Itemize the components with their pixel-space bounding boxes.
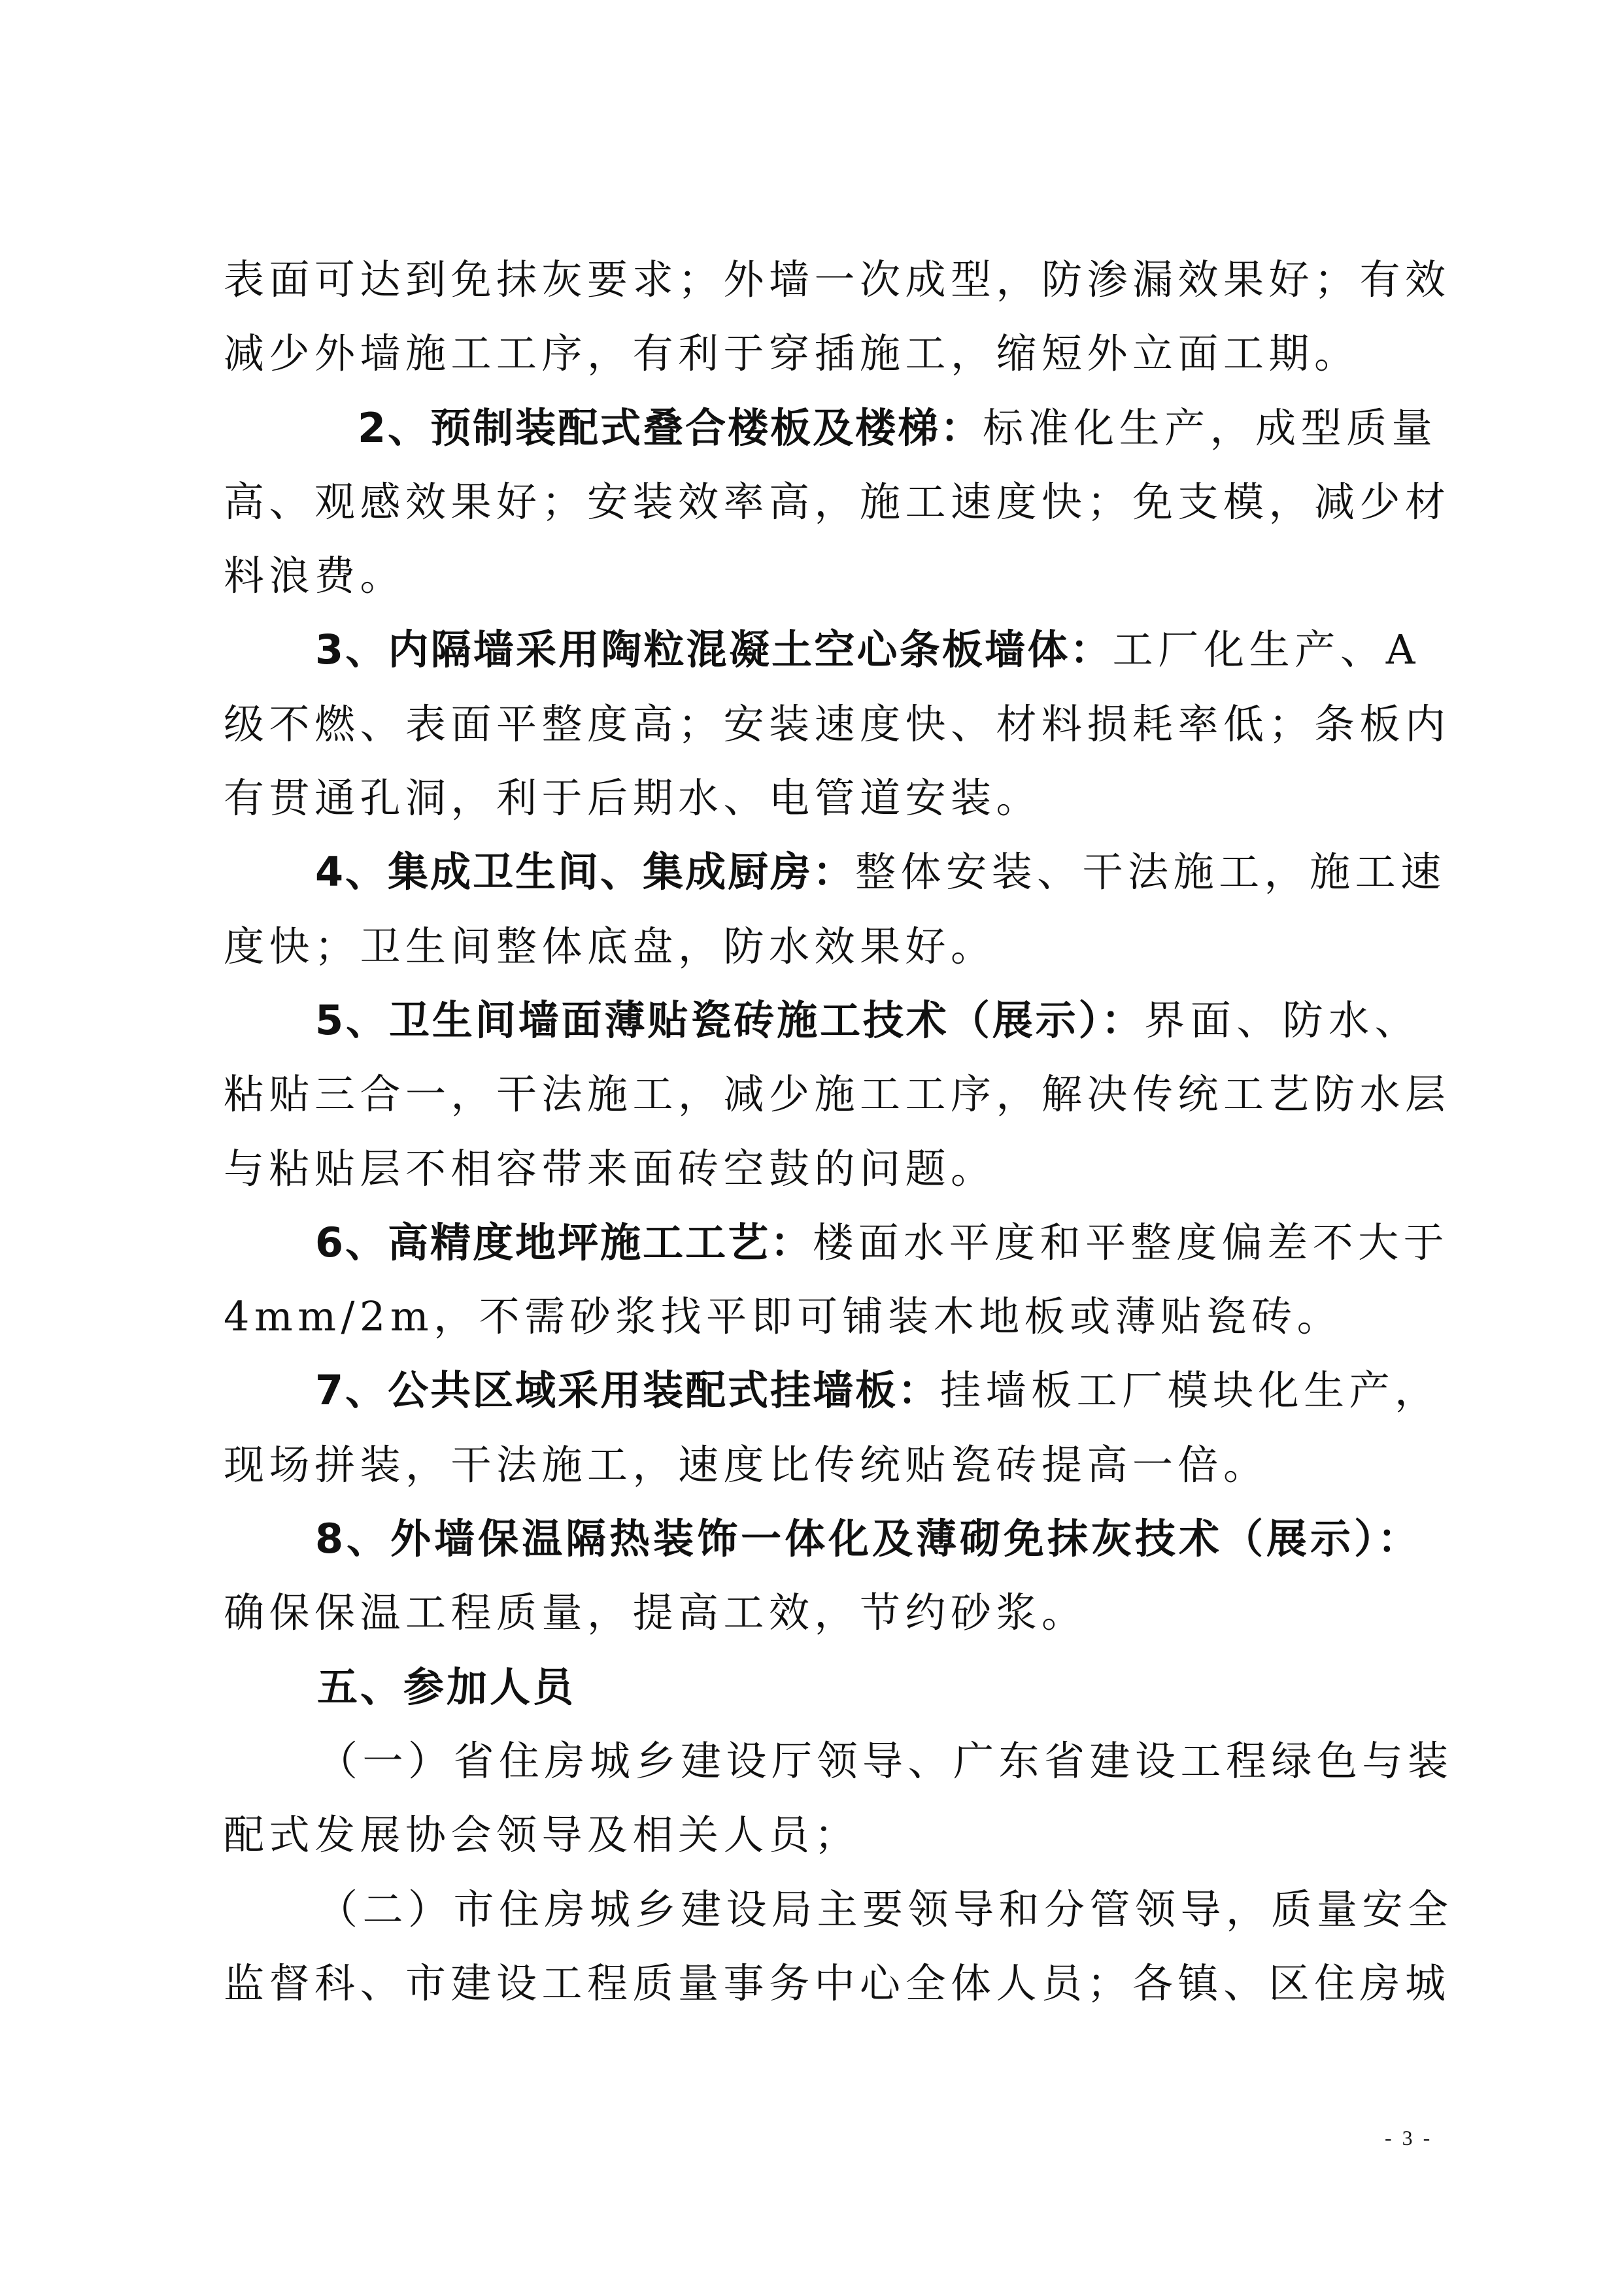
list-item-6 xyxy=(224,1210,1449,1359)
text-line: 料浪费。 xyxy=(224,552,406,600)
list-item-8 xyxy=(224,1506,1420,1655)
list-item-5 xyxy=(224,988,1451,1210)
item-text: 界面、防水、 xyxy=(1144,996,1420,1044)
text-line: 表面可达到免抹灰要求；外墙一次成型，防渗漏效果好；有效 xyxy=(224,256,1451,303)
item-text: 挂墙板工厂模块化生产， xyxy=(940,1366,1440,1415)
item-title: 7、公共区域采用装配式挂墙板： xyxy=(315,1366,941,1415)
text-line: 度快；卫生间整体底盘，防水效果好。 xyxy=(224,922,996,970)
section-participants xyxy=(224,1655,1453,2025)
paragraph-continuation xyxy=(224,247,1451,396)
page-body xyxy=(224,247,1453,2025)
text-line: 级不燃、表面平整度高；安装速度快、材料损耗率低；条板内 xyxy=(224,700,1451,748)
item-text: 标准化生产，成型质量 xyxy=(983,403,1438,452)
item-text: 整体安装、干法施工，施工速 xyxy=(855,848,1446,896)
page-number: - 3 - xyxy=(1385,2126,1433,2150)
list-item-7 xyxy=(224,1358,1440,1506)
item-first-line xyxy=(224,1210,1449,1284)
item-title: 4、集成卫生间、集成厨房： xyxy=(315,848,856,896)
text-line: 4mm/2m，不需砂浆找平即可铺装木地板或薄贴瓷砖。 xyxy=(224,1292,1343,1341)
participant-item-first-line: （一）省住房城乡建设厅领导、广东省建设工程绿色与装 xyxy=(317,1736,1453,1785)
item-first-line xyxy=(224,1358,1440,1432)
list-item-4 xyxy=(224,839,1446,988)
text-line: 有贯通孔洞，利于后期水、电管道安装。 xyxy=(224,774,1042,822)
list-item-3 xyxy=(224,617,1451,839)
text-line: 与粘贴层不相容带来面砖空鼓的问题。 xyxy=(224,1144,996,1192)
item-title: 8、外墙保温隔热装饰一体化及薄砌免抹灰技术（展示）： xyxy=(315,1515,1420,1563)
item-first-line xyxy=(224,617,1420,691)
text-line: 现场拼装，干法施工，速度比传统贴瓷砖提高一倍。 xyxy=(224,1440,1269,1489)
text-line: 粘贴三合一，干法施工，减少施工工序，解决传统工艺防水层 xyxy=(224,1070,1451,1119)
item-title: 2、预制装配式叠合楼板及楼梯： xyxy=(358,403,983,452)
text-line: 监督科、市建设工程质量事务中心全体人员；各镇、区住房城 xyxy=(224,1959,1451,2007)
item-first-line xyxy=(224,1506,1420,1580)
text-line: 减少外墙施工工序，有利于穿插施工，缩短外立面工期。 xyxy=(224,329,1360,378)
text-line: 配式发展协会领导及相关人员； xyxy=(224,1811,860,1859)
item-title: 5、卫生间墙面薄贴瓷砖施工技术（展示）： xyxy=(315,996,1145,1044)
item-title: 6、高精度地坪施工工艺： xyxy=(315,1218,813,1266)
list-item-2 xyxy=(224,396,1451,618)
item-text: 楼面水平度和平整度偏差不大于 xyxy=(813,1218,1449,1266)
text-line: 确保保温工程质量，提高工效，节约砂浆。 xyxy=(224,1589,1087,1637)
item-title: 3、内隔墙采用陶粒混凝土空心条板墙体： xyxy=(315,626,1113,674)
participant-item-first-line: （二）市住房城乡建设局主要领导和分管领导，质量安全 xyxy=(317,1885,1453,1933)
text-line: 高、观感效果好；安装效率高，施工速度快；免支模，减少材 xyxy=(224,477,1451,526)
item-first-line xyxy=(224,839,1446,913)
section-heading: 五、参加人员 xyxy=(317,1663,577,1711)
item-first-line xyxy=(224,396,1438,469)
item-first-line xyxy=(224,988,1420,1062)
item-text: 工厂化生产、A xyxy=(1112,626,1420,674)
